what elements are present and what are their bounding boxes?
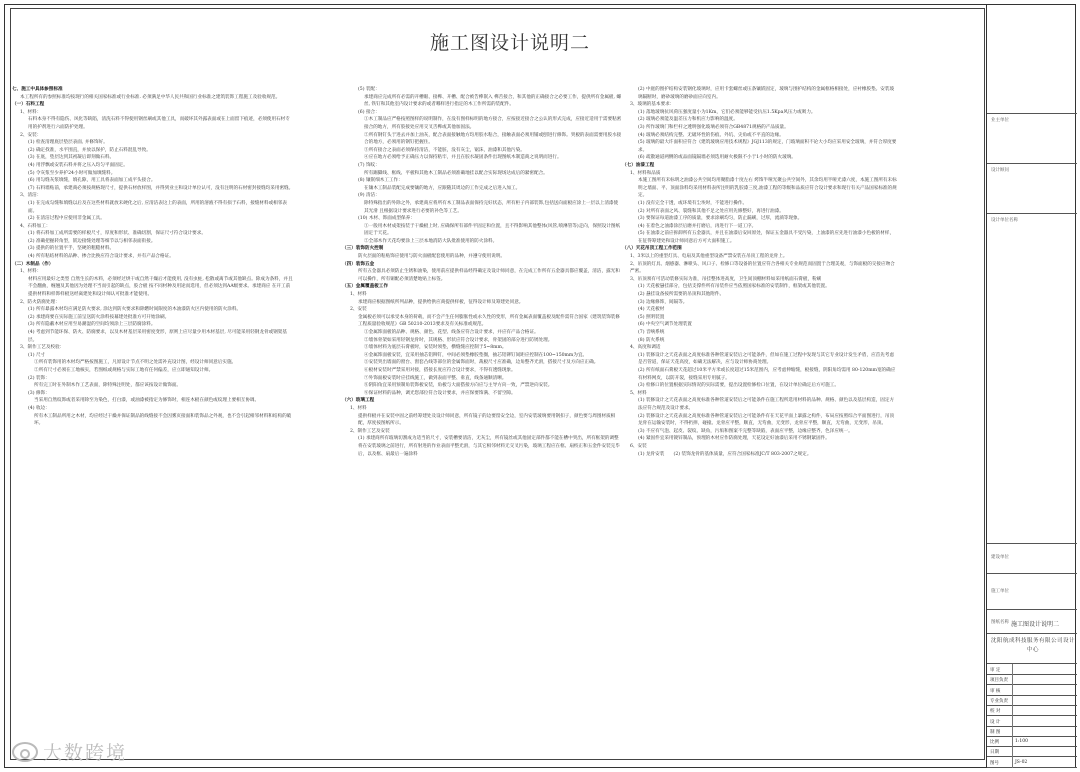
spec-paragraph: (2) 中庭的围护结构安装钢化玻璃时，应用卡套螺丝或压条镶嵌固定，玻璃与围护结构的金属框格相接处，应衬橡胶垫。安装玻璃隔断时，磨砂玻璃的磨砂面应向室内。 (638, 87, 895, 100)
spec-paragraph: (1) 在完成勾缝和填缝以后及在这些材料就放未硬化之后, 应清洁表这上的表面，所用的溶液不得有损于石料，接缝材料或相邻表面。 (28, 200, 287, 214)
section-heading: （一）石料工程 (12, 102, 45, 108)
spec-paragraph: (2) 装修设计之天花表面之高度标准各种管道安装后之可能条件有在天花平面上暴露之构件，布局应按照综合平面图进行，吊顶龙骨在运输安装时，不得扔摔，碰撞。龙骨应平整，顺直，无弯曲，无变形，龙骨应平整，顺直，无弯曲，无变形，吊顶。 (638, 413, 895, 427)
spec-paragraph: 4、石料加工： (20, 223, 51, 229)
spec-paragraph: (4) 玻璃必须结构完整、无破坏性的伤痕、外坑、尖角或不平直的边缘。 (638, 132, 784, 138)
spec-paragraph: (5) 在油漆之前应拆卸所有五金器具，并且在油漆后安回原处，保证五金器具不受污染，上油漆的应先进行油漆小色板的材样，在征得筹建处和设计师同意后方可大面积施工。 (638, 231, 895, 244)
spec-paragraph: 承建商应根据图纸所列品种，提供给供应商提供样板，征得设计师及筹建处同意。 (358, 299, 524, 305)
spec-paragraph: (6) 疏散通道两侧的或品面镜隔墙必须选用耐火极限不小于1小时的防火玻璃。 (638, 155, 796, 161)
spec-paragraph: 4、高度和调适 (630, 345, 661, 351)
watermark-logo-icon (12, 742, 38, 762)
signature-row-value: JS-02 (1015, 759, 1028, 765)
spec-paragraph: (1) 天花板悬挂部分，包括支撑件所有吊装件应当依照国家标准的安装制作，框架或其他装置。 (638, 284, 830, 290)
watermark-text: 大数跨境 (43, 742, 128, 764)
spec-paragraph: ①一般用木材成架按装于干燥板上时, 应确保所有部件平固定和位置，且不得影响其他整体(风管,喷淋管等)走向，保照设计图纸固定于天花。 (364, 223, 621, 237)
spec-paragraph: 3、制作工艺及校验： (20, 345, 65, 351)
spec-paragraph: (3) 在底，垫层达到其初凝后即刻做石料。 (28, 155, 115, 161)
spec-paragraph: 提供样板并在安装中固之前经筹建处及设计师同意，所有镜子的边要留安全边，室内安装玻璃要用钢扣子，颜色要与周围材质相配，厚度按图纸所示。 (358, 413, 616, 427)
client-label: 建设单位 (991, 555, 1009, 560)
spec-paragraph: (5) 照明装置 (638, 314, 665, 320)
spec-paragraph: 材料应用最好之类型 自然生长的木料，必须经过烘干或自然干燥后才能使用, 没有虫蛀, 松散或离节或其他缺点。除成为条料，并且不会翻曲，缠翘及其他因为处理不当而引起的缺点，胶合板 按不同材种及用途而选用，但必须达到AA级要求。承建商应 在开工前提供材料和样饰样板送经离建处和设计师认可批准才能使用。 (28, 276, 293, 298)
consultant-label: 设计顾问 (991, 168, 1009, 173)
spec-paragraph: (2) 准确把握转角型，嵌边接缝处理等细节以与相邻表面衔接。 (28, 238, 156, 244)
spec-paragraph: ③所有接合之表面必须保持清洁，不能脏，没有灰尘，锯沫，油漆和其他污染。 (364, 147, 525, 153)
spec-paragraph: (6) 中央空气调节处理装置 (638, 322, 692, 328)
spec-paragraph: (2) 在清洁过程中应使用非金属工具。 (28, 216, 105, 222)
spec-paragraph: 本工程所有的参照标准均按现行的相关国家标准或行业标准. 必须满足中华人民共和国行业标准之建筑装饰工程施工及验收规范。 (20, 94, 281, 100)
spec-paragraph: (5) 装配： (358, 87, 380, 92)
section-heading: 七、施工中具体参照标准 (12, 87, 63, 92)
contractor-label: 施工单位 (991, 589, 1009, 594)
spec-paragraph: 1、材料： (20, 109, 42, 115)
spec-paragraph: ④金属饰面板安装，宜采用抽芯铝铆钉，中间必须垫橡胶垫圈，抽芯铝铆钉间距应控制在100~150mm为宜。 (364, 352, 588, 358)
spec-paragraph: (1) 将石料加工成所需要的样板尺寸，厚度和形状、准确切割，保证尺寸符合设计要求。 (28, 231, 206, 237)
spec-paragraph: 1、材料和品质 (630, 170, 661, 176)
spec-paragraph: ②墙体骨架如采用轻钢龙骨时，其规格、形状应符合设计要求，骨架固的部分进行防锈处理。 (364, 337, 553, 343)
row-divider (1012, 757, 1013, 768)
spec-paragraph: (1) 检查清理底层垫层表面, 并修饰好。 (28, 140, 108, 146)
owner-cell (987, 114, 1077, 164)
spec-paragraph: (2) 确定找准，水平围直，并放以保护，防止石料混乱导致。 (28, 147, 151, 153)
spec-paragraph: 本施工图所有未标明之油漆公共空间均用聚脂漆十度左右 烤饰半哑光聚公共空间外，其余均用半哑光漆六度，本施工图所有未标明之墙面、平、顶面涂料均采用材料表所注明的乳胶漆三度,油漆工程的等级和品质应符合设计要求和现行有关产品国家标准的规定。 (638, 178, 897, 199)
signature-row-label: 制 图 (990, 729, 1001, 735)
spec-paragraph: (3) 检修口的位置根据实际情况的实际需要，提出设置检修检口位置，在设计单位确定后方可施工。 (638, 383, 839, 389)
spec-paragraph: 3、玻璃的基本要求： (630, 102, 675, 108)
spec-paragraph: (4) 用浮飘或安装石料并将之压入均匀平面固定。 (28, 162, 128, 168)
watermark (12, 738, 127, 765)
signature-row-label: 图号 (990, 760, 999, 766)
signature-row-label: 日期 (990, 750, 999, 756)
spec-paragraph: 1、材料： (20, 269, 42, 275)
spec-paragraph: ②所有钢钉头于进去并加上油灰，配合表面接触地方均用胶水粘合，接触表面必须用铺或刨进行修饰。突板的表面需要用胶水接合的地方，必须用的钢钉把握住。 (364, 132, 622, 146)
signature-row-label: 审 核 (990, 688, 1001, 694)
signature-row (987, 757, 1077, 768)
spec-paragraph: (2) 装饰： (28, 375, 50, 381)
title-block (986, 4, 1076, 768)
spec-paragraph: 3、清洁： (20, 193, 42, 199)
spec-paragraph: (4) 所有粘结材料的品种、掺合比换应符合设计要求，并有产品合格证。 (28, 254, 174, 260)
signature-row-label: 设 计 (990, 719, 1001, 725)
consultant-cell (987, 164, 1077, 214)
page-title: 施工图设计说明二 (429, 32, 590, 54)
owner-label: 业主单位 (991, 118, 1009, 123)
spec-paragraph: (7) 饰纹： (358, 162, 380, 168)
spec-paragraph: (4) 紧固件宜采用镀锌制品，预埋的木材应作防腐处理，天花设定好油漆后采用不锈钢紧固件。 (638, 436, 830, 442)
title-block-top (987, 4, 1077, 114)
spec-paragraph: 5、材料 (630, 390, 647, 396)
spec-paragraph: (1) 装修设计之天花表面之高度标准各种管道安装后之可能条件，但如在施工过程中发现与其它专业设计发生矛盾，应首先考虑是否管道，保证天花高度，如确无法解决，应与设计师协商处理。 (638, 352, 895, 366)
spec-paragraph: (7) 音响系统 (638, 330, 665, 335)
design-unit-name: 沈阳航成科技服务有限公司设计中心 (991, 638, 1076, 653)
signature-row-label: 比例 (990, 740, 999, 746)
signature-row-label: 项目负责 (990, 678, 1008, 684)
designer-cell (987, 214, 1077, 544)
spec-paragraph: 所有完工时在外制木作工艺表面，除特殊注明处，都应该按设计做饰面。 (34, 383, 182, 389)
client-cell (987, 544, 1077, 574)
spec-paragraph: 2、安装 (350, 307, 367, 313)
spec-paragraph: (4) 考虑到节能环保、防火、防腐要求，以及木材基层采用密度变形，原则上应尽量少用木材基层, 尽可能采用轻钢龙骨或钢架基层。 (28, 330, 287, 343)
spec-paragraph: 金属板必须可以承受本身的荷载，而不会产生任何膨胀性或永久性的变形，所有金属表面覆盖板及配件需符合国家《建筑装饰装修工程质量验收规范》GB 50210-2013要求及有关标准或规范。 (358, 314, 620, 328)
spec-paragraph: ⑧阴阳角宜采用预制角装饰板安装，角板与大面搭接方向应与主导方向一致，严禁逆向安装。 (364, 383, 553, 389)
spec-paragraph: (6) 用勾缝灰浆填缝，填孔隙，用工具将表面加工成平头接合。 (28, 178, 156, 184)
designer-label: 设计单位名称 (991, 218, 1018, 223)
section-heading: （五）金属覆盖板工作 (342, 284, 388, 290)
section-heading: （七）油漆工程 (622, 162, 655, 168)
spec-paragraph: ①木工制品应严格按照图样的说明制作，在没有图样标明的地方接合，应按接近接合之公认的形式完成，应接近适用于需要粘密接合的地方，所有胶接处应用交叉舌榫或其他加固法。 (364, 117, 622, 130)
spec-paragraph: (10) 木材、饰面成型保养： (358, 216, 415, 222)
spec-paragraph: 除特殊指出的外除之外，承建商应将所有木工制品表面保持完好状态，所有柜子内部装饰,包括送向面板应涂上一层以上清漆使其光滑 且根据设计要求进行必要的补色等工艺。 (364, 200, 619, 214)
signature-row-value: 1:100 (1015, 739, 1028, 745)
spec-paragraph: 1、3米以上的重型灯具、电扇及其他重型设备严禁安装在吊顶工程的龙骨上。 (630, 254, 788, 260)
spec-paragraph: (4) 在着色之油漆涂层后磨并打磨后，再进行下一道工序。 (638, 223, 757, 229)
spec-paragraph: (2) 对所有表面之风、裂缝和其他不足之处应用先修整好，再进行油漆。 (638, 208, 784, 214)
spec-paragraph: (4) 收边： (28, 405, 50, 411)
spec-paragraph: (2) 悬挂设备按所需要的吊顶和其他附件。 (638, 292, 725, 298)
spec-paragraph: (3) 提供的的位置平手，坚硬的粗糙材料。 (28, 246, 115, 252)
spec-paragraph: (1) 尺寸 (28, 352, 46, 358)
spec-paragraph: (3) 不应有气泡、起皮、裂纹、缺角，污垢和图案不完整等缺陷，表面应平整，边缘应整齐，色泽应统一。 (638, 428, 853, 434)
spec-column-2 (342, 86, 622, 726)
spec-paragraph: (1) 承建商所有玻璃切割成为适当的尺寸，安装槽要清洁，无灰尘，所有镜丝或其他固定部件都不能在槽中突出，所有框架的调整将在安装玻璃之前进行，所有射进的作业表面平整光滑，与其它相邻材料无交叉污染，玻璃工程应在框、扇校正和五金件安装完毕后，以及框、扇最后一遍涂料 (358, 436, 620, 457)
section-heading: （三）装饰防火控制 (342, 246, 384, 252)
spec-paragraph: 2、吊顶的灯具、烟感器、淋喷头、风口子、检修口等设备的位置应符合各相关专业规范而固置于合理美观，与饰面板的交接应吻合严密。 (630, 261, 895, 275)
spec-paragraph: (8) 防火系统 (638, 337, 665, 343)
spec-paragraph: ②全部木作天花均要涂上三层本地消防大队批准使用的防火涂料。 (364, 238, 498, 244)
spec-paragraph: 2、防火防腐处理： (20, 299, 60, 305)
spec-column-3 (622, 86, 897, 726)
spec-paragraph: 1、材料 (350, 292, 367, 298)
spec-paragraph: 石料本身不得有隐伤、风化等缺陷，清洗石料不得使用钢丝刷或其他工具，而破坏其外露表面或在上面留下痕迹，必须使用石材专用的护剂进行六面防护处理。 (28, 117, 290, 130)
signature-row-label: 审 定 (990, 668, 1001, 673)
spec-paragraph: 所有木工制品所用之木材，均应经过干燥并保证制品的线缝接不会因雾页接面和装饰品之外观，也不会引起相邻材料和结构的破坏。 (34, 413, 292, 427)
spec-column-1 (12, 86, 294, 706)
drawing-name: 施工图设计说明二 (1011, 621, 1060, 628)
spec-paragraph: ①金属饰面板的品种、规格、颜色、花型、线条应符合设计要求，并应有产品合格证。 (364, 330, 539, 335)
spec-paragraph: (1) 所有暴露木材均应满足防火要求, 涂达到防火要求和除燃时间限度的木油漆防火区内使用的防火涂料。 (28, 307, 242, 313)
signature-row-label: 专业负责 (990, 698, 1008, 704)
spec-paragraph: ①所有装饰用的木材均严格按图施工，凡原设计节点不明之处需补充设计图，经设计师同意后实施。 (34, 360, 237, 366)
spec-paragraph: (9) 清洁： (358, 193, 380, 199)
contractor-cell (987, 574, 1077, 610)
spec-paragraph: ③墙体材料为底层石膏板时，安装时须垫，横缝缝应控制于5~8mm。 (364, 345, 507, 351)
unit-cell (987, 634, 1077, 664)
spec-paragraph: (1) 没有完全干透，或环境有尘埃时，不能进行操作。 (638, 200, 748, 206)
spec-paragraph: (8) 镶嵌细木工工作： (358, 178, 403, 184)
section-heading: （八）天花吊顶工程工作范围 (622, 246, 682, 252)
spec-paragraph: 所有五金器具必须防止生锈和油染，使用前应提供样品经得确定及设计师同意，在完成工作所有五金器具都应覆盖，清洁，露光和可以操作，所有铜配必须清楚地贴上标签。 (358, 269, 620, 282)
spec-paragraph: ⑦外饰面板安装时应挂线施工，做到表面平整、垂直，线条通顺清晰。 (364, 375, 507, 381)
spec-paragraph: ⑤安装突出墙面的窗台、窗套凸线等部位的金属饰面时，裁板尺寸应准确，边角整齐光滑，搭接尺寸及方向应正确。 (364, 360, 599, 366)
drawing-name-label: 图纸名称 (991, 620, 1009, 625)
spec-paragraph: 所有踢脚线、框线、平板和其他木工制品必须准确地挂以配合实际现场达成后的紧密配合。 (364, 170, 548, 176)
spec-paragraph: (7) 石料墙贴前，承建商必须按规格现尺寸，提供石材放样图，并得到业主和设计单位认可，没有注明的石材密封接缝均采用密缝。 (28, 185, 294, 191)
section-heading: （二）木制品（作） (12, 261, 54, 267)
spec-paragraph: 1、材料 (350, 405, 367, 411)
spec-paragraph: (3) 要保证每道油漆工序的质量，要求涂刷均匀，防止漏刷，过厚，流淌等现象。 (638, 216, 803, 222)
spec-paragraph: ②所有尺寸必须在工地核实，若图纸或规格与实际工地有任何偏差，应立即通知设计师。 (34, 367, 214, 373)
spec-paragraph: (2) 承建商要在实际施工前呈送防火涂料按幕建处批准方可开始涂刷。 (28, 314, 170, 320)
spec-paragraph: (1) 装修设计之天花表面之高度标准各种管道安装后之可能条件在施工程所选用材料的品种、规格、颜色以及基层构造，固定方法应符合规范及设计要求。 (638, 398, 895, 411)
drawing-name-cell (987, 610, 1077, 634)
spec-paragraph: 3、吊顶须有可活动装修实际为准，吊挂整体进高度，卫生间顶棚材料如采用纸面石膏板，粉刷 (630, 276, 822, 282)
spec-paragraph: (4) 天花板材 (638, 307, 665, 313)
spec-paragraph: (3) 修饰： (28, 390, 50, 396)
spec-paragraph: 防火层面的粘贴饰应使用与防火面板配套使用的品种，并遵守使用说明。 (358, 254, 506, 260)
section-heading: （四）装饰五金 (342, 261, 375, 267)
spec-paragraph: 在镶木工制品装配完成要镶的地方，应跟随其周边的工作完成之后进入加工。 (364, 185, 521, 191)
spec-paragraph: 2、安装： (20, 132, 42, 138)
spec-paragraph: (6) 接合： (358, 109, 380, 115)
spec-paragraph: (3) 所有隐蔽木材应用至易潮湿的空间均须涂上三层防腐涂料。 (28, 322, 156, 328)
spec-paragraph: (2) 玻璃必须能及温差压力和机应力影响的温度。 (638, 117, 738, 123)
spec-paragraph: ④应在地方必须给予正确压力以保持粘牢，并且在胶水凝固条件出现图纸木制造商之说明而进行。 (364, 155, 562, 161)
spec-paragraph: (1) 落地玻璃抗风荷压强度量小为1Km，它们必须能够能受抗压1.5Kpa风压力或吸力。 (638, 109, 816, 115)
spec-paragraph: 承建商应完成所有必需的开槽眼、接榫、开槽、配合被告榫嵌入 榫舌接合，和其他的正确接合之必要工作，提供所有金属板, 螺丝, 铁钉和其他室内设计要求的或者哪样进行指定的木工作所需的装配件。 (364, 94, 622, 108)
spec-paragraph: (1) 龙骨安装 (2) 装饰龙骨的基体质量，应符合国家标准JC/T 803-2007之规定。 (638, 451, 812, 457)
spec-paragraph: (3) 所作玻璃门和栏杆之透明强化玻璃必须符合GB4871规格的产品质量。 (638, 124, 789, 130)
spec-paragraph: (2) 所有纸面石膏板天花超过10米平方米或长度超过15米范围内，应考虑伸缩缝，板接缝，阴阳角均需用 80-120mm宽的确应有材料网皮，以防开裂，接缝采用专用腻子。 (638, 367, 896, 381)
spec-paragraph: 当采用自然纹饰或者采用除至为染色，打白漆，或油漆被指定为修饰时，相连木板在颜色或纹理上要相互协调。 (34, 398, 260, 404)
spec-paragraph: (5) 玻璃的最大许面积应符合《建筑玻璃应用技术规程》JGJ113的规定，门玻璃面积不论大小均应采用安全玻璃，并符合厚度要求。 (638, 140, 897, 153)
spec-paragraph: 6、安装 (630, 443, 647, 449)
spec-paragraph: ⑨保证材料的品种，调光您部位符合设计要求，并应保要饰满、不留空隙。 (364, 390, 516, 396)
spec-paragraph: (5) 令灰浆至少养护24小时可做加填缝料。 (28, 170, 116, 176)
signature-row-label: 校 对 (990, 709, 1001, 715)
spec-paragraph: 2、制作工艺及安装 (350, 428, 390, 434)
spec-paragraph: ⑥板材安装时严禁采用对接，搭接长度应符合设计要求，不得有透缝现象。 (364, 367, 516, 373)
spec-paragraph: (3) 边缘修饰，间隔等。 (638, 299, 688, 305)
section-heading: （六）玻璃工程 (342, 398, 375, 404)
